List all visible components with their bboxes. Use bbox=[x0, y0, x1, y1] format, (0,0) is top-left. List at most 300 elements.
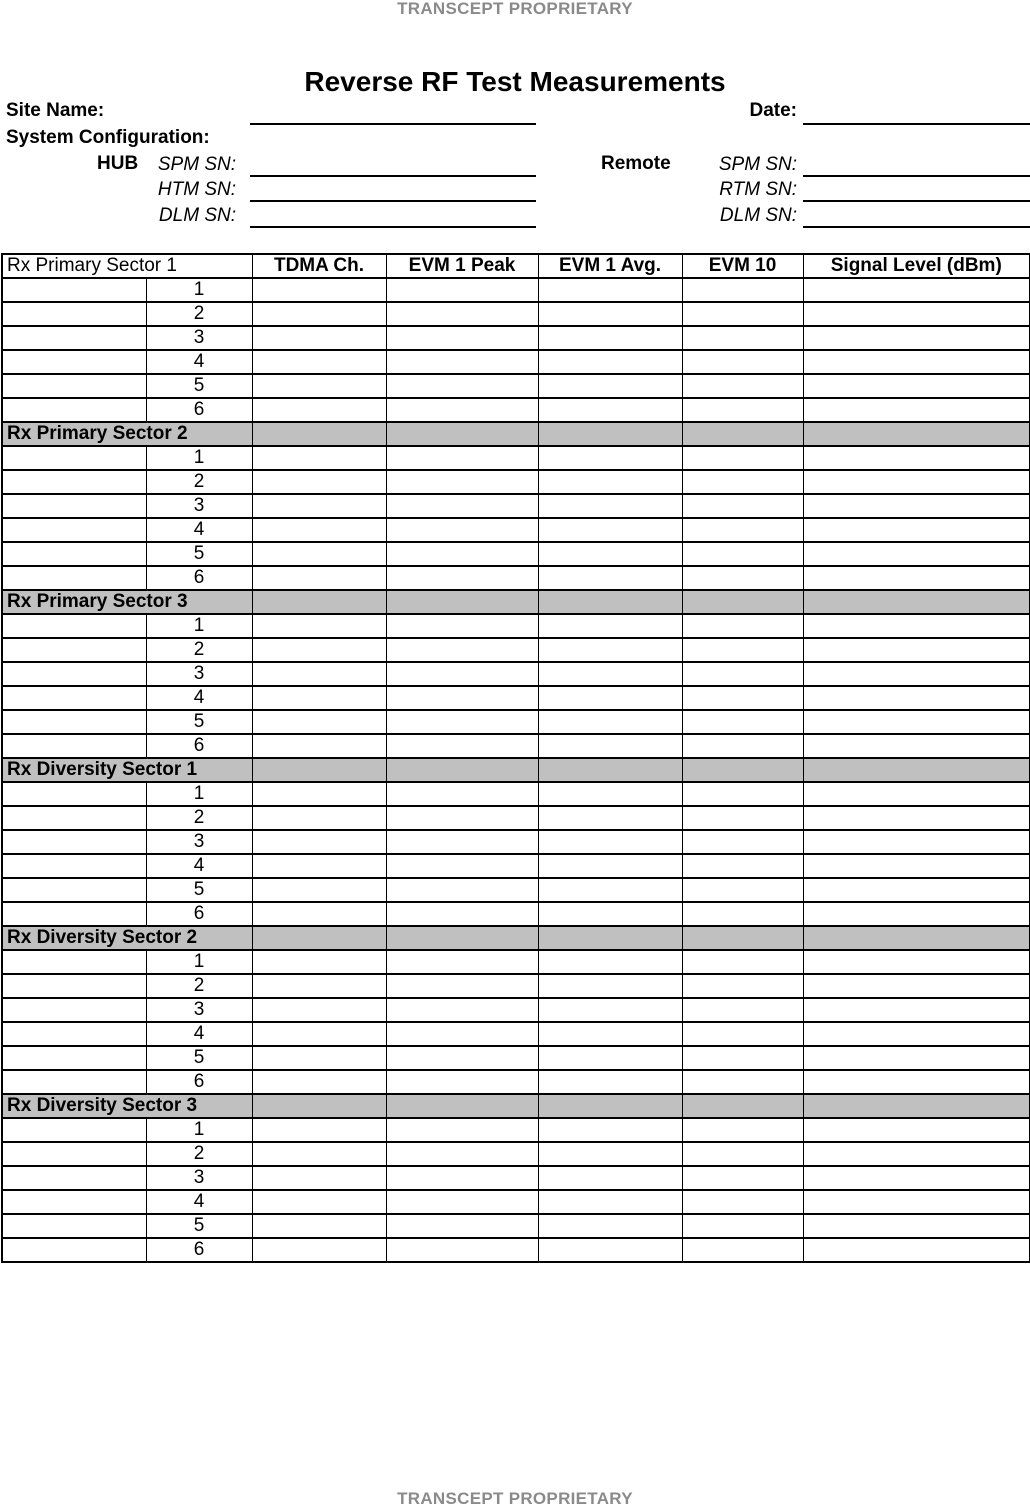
entry-cell[interactable] bbox=[252, 470, 386, 494]
entry-cell[interactable] bbox=[682, 1214, 803, 1238]
entry-cell[interactable] bbox=[386, 662, 538, 686]
entry-cell[interactable] bbox=[682, 806, 803, 830]
entry-cell[interactable] bbox=[682, 998, 803, 1022]
row-blank-cell bbox=[2, 998, 146, 1022]
row-number: 3 bbox=[146, 830, 252, 854]
entry-cell[interactable] bbox=[803, 278, 1030, 302]
entry-cell[interactable] bbox=[803, 614, 1030, 638]
section-shaded-cell bbox=[803, 758, 1030, 782]
entry-cell[interactable] bbox=[252, 278, 386, 302]
row-blank-cell bbox=[2, 1142, 146, 1166]
row-number: 5 bbox=[146, 1214, 252, 1238]
entry-cell[interactable] bbox=[538, 638, 682, 662]
entry-cell[interactable] bbox=[252, 782, 386, 806]
entry-cell[interactable] bbox=[252, 950, 386, 974]
row-blank-cell bbox=[2, 1118, 146, 1142]
remote-spm-sn-label: SPM SN: bbox=[718, 154, 797, 175]
row-number: 4 bbox=[146, 686, 252, 710]
section-shaded-cell bbox=[386, 758, 538, 782]
entry-cell[interactable] bbox=[386, 782, 538, 806]
entry-cell[interactable] bbox=[252, 302, 386, 326]
section-title: Rx Diversity Sector 2 bbox=[2, 926, 252, 950]
hub-spm-sn-label: SPM SN: bbox=[157, 154, 236, 175]
entry-cell[interactable] bbox=[386, 830, 538, 854]
row-number: 1 bbox=[146, 614, 252, 638]
row-number: 6 bbox=[146, 398, 252, 422]
section-shaded-cell bbox=[386, 422, 538, 446]
entry-cell[interactable] bbox=[538, 950, 682, 974]
entry-cell[interactable] bbox=[803, 1238, 1030, 1262]
entry-cell[interactable] bbox=[386, 854, 538, 878]
entry-cell[interactable] bbox=[538, 974, 682, 998]
measurement-row bbox=[2, 830, 1030, 854]
entry-cell[interactable] bbox=[386, 518, 538, 542]
row-number: 5 bbox=[146, 542, 252, 566]
entry-cell[interactable] bbox=[386, 710, 538, 734]
entry-cell[interactable] bbox=[386, 1118, 538, 1142]
measurement-row bbox=[2, 1190, 1030, 1214]
entry-cell[interactable] bbox=[682, 974, 803, 998]
entry-cell[interactable] bbox=[386, 878, 538, 902]
entry-cell[interactable] bbox=[252, 326, 386, 350]
entry-cell[interactable] bbox=[538, 734, 682, 758]
row-number: 6 bbox=[146, 734, 252, 758]
row-blank-cell bbox=[2, 950, 146, 974]
entry-cell[interactable] bbox=[682, 374, 803, 398]
entry-cell[interactable] bbox=[252, 686, 386, 710]
row-number: 2 bbox=[146, 470, 252, 494]
entry-cell[interactable] bbox=[803, 686, 1030, 710]
entry-cell[interactable] bbox=[538, 854, 682, 878]
measurement-row bbox=[2, 1070, 1030, 1094]
entry-cell[interactable] bbox=[538, 686, 682, 710]
entry-cell[interactable] bbox=[252, 1118, 386, 1142]
entry-cell[interactable] bbox=[386, 326, 538, 350]
entry-cell[interactable] bbox=[386, 638, 538, 662]
remote-rtm-sn-label: RTM SN: bbox=[719, 179, 797, 200]
entry-cell[interactable] bbox=[386, 1238, 538, 1262]
row-number: 1 bbox=[146, 1118, 252, 1142]
entry-cell[interactable] bbox=[803, 446, 1030, 470]
entry-cell[interactable] bbox=[803, 734, 1030, 758]
row-blank-cell bbox=[2, 854, 146, 878]
section-shaded-cell bbox=[386, 590, 538, 614]
row-blank-cell bbox=[2, 326, 146, 350]
remote-label: Remote bbox=[601, 153, 671, 174]
entry-cell[interactable] bbox=[252, 1214, 386, 1238]
entry-cell[interactable] bbox=[682, 1022, 803, 1046]
entry-cell[interactable] bbox=[682, 542, 803, 566]
entry-cell[interactable] bbox=[803, 1214, 1030, 1238]
entry-cell[interactable] bbox=[538, 782, 682, 806]
proprietary-header: TRANSCEPT PROPRIETARY bbox=[397, 0, 633, 18]
entry-cell[interactable] bbox=[803, 878, 1030, 902]
row-blank-cell bbox=[2, 518, 146, 542]
entry-cell[interactable] bbox=[682, 302, 803, 326]
entry-cell[interactable] bbox=[538, 1238, 682, 1262]
section-row bbox=[2, 590, 1030, 614]
entry-cell[interactable] bbox=[386, 542, 538, 566]
entry-cell[interactable] bbox=[538, 302, 682, 326]
entry-cell[interactable] bbox=[538, 806, 682, 830]
entry-cell[interactable] bbox=[803, 710, 1030, 734]
measurement-row bbox=[2, 1142, 1030, 1166]
entry-cell[interactable] bbox=[803, 1046, 1030, 1070]
entry-cell[interactable] bbox=[386, 1046, 538, 1070]
column-header: EVM 10 bbox=[682, 254, 803, 278]
entry-cell[interactable] bbox=[538, 1022, 682, 1046]
entry-cell[interactable] bbox=[538, 470, 682, 494]
entry-cell[interactable] bbox=[386, 614, 538, 638]
entry-cell[interactable] bbox=[803, 1118, 1030, 1142]
entry-cell[interactable] bbox=[803, 494, 1030, 518]
entry-cell[interactable] bbox=[803, 542, 1030, 566]
entry-cell[interactable] bbox=[252, 1142, 386, 1166]
entry-cell[interactable] bbox=[803, 1190, 1030, 1214]
section-shaded-cell bbox=[538, 758, 682, 782]
row-number: 5 bbox=[146, 878, 252, 902]
entry-cell[interactable] bbox=[386, 398, 538, 422]
entry-cell[interactable] bbox=[682, 494, 803, 518]
entry-cell[interactable] bbox=[252, 1070, 386, 1094]
row-blank-cell bbox=[2, 1190, 146, 1214]
measurement-row bbox=[2, 662, 1030, 686]
section-shaded-cell bbox=[682, 758, 803, 782]
entry-cell[interactable] bbox=[386, 1214, 538, 1238]
entry-cell[interactable] bbox=[682, 398, 803, 422]
row-blank-cell bbox=[2, 350, 146, 374]
measurement-row bbox=[2, 1166, 1030, 1190]
entry-cell[interactable] bbox=[803, 854, 1030, 878]
measurement-row bbox=[2, 782, 1030, 806]
entry-cell[interactable] bbox=[803, 566, 1030, 590]
row-number: 3 bbox=[146, 326, 252, 350]
row-number: 4 bbox=[146, 854, 252, 878]
entry-cell[interactable] bbox=[386, 446, 538, 470]
entry-cell[interactable] bbox=[252, 446, 386, 470]
entry-cell[interactable] bbox=[538, 350, 682, 374]
row-number: 1 bbox=[146, 950, 252, 974]
row-number: 3 bbox=[146, 1166, 252, 1190]
entry-cell[interactable] bbox=[386, 1142, 538, 1166]
section-shaded-cell bbox=[252, 758, 386, 782]
entry-cell[interactable] bbox=[252, 830, 386, 854]
entry-cell[interactable] bbox=[803, 1166, 1030, 1190]
section-shaded-cell bbox=[803, 422, 1030, 446]
row-blank-cell bbox=[2, 374, 146, 398]
entry-cell[interactable] bbox=[538, 326, 682, 350]
section-shaded-cell bbox=[682, 926, 803, 950]
entry-cell[interactable] bbox=[682, 470, 803, 494]
date-label: Date: bbox=[749, 100, 797, 121]
entry-cell[interactable] bbox=[803, 1142, 1030, 1166]
entry-cell[interactable] bbox=[538, 374, 682, 398]
measurement-row bbox=[2, 686, 1030, 710]
section-shaded-cell bbox=[803, 926, 1030, 950]
entry-cell[interactable] bbox=[682, 950, 803, 974]
hub-dlm-sn-field[interactable] bbox=[250, 226, 536, 228]
entry-cell[interactable] bbox=[538, 542, 682, 566]
entry-cell[interactable] bbox=[682, 518, 803, 542]
entry-cell[interactable] bbox=[803, 950, 1030, 974]
measurement-row bbox=[2, 974, 1030, 998]
section-shaded-cell bbox=[538, 590, 682, 614]
entry-cell[interactable] bbox=[682, 878, 803, 902]
entry-cell[interactable] bbox=[252, 1166, 386, 1190]
entry-cell[interactable] bbox=[252, 662, 386, 686]
entry-cell[interactable] bbox=[386, 350, 538, 374]
row-blank-cell bbox=[2, 1022, 146, 1046]
entry-cell[interactable] bbox=[538, 902, 682, 926]
measurements-table bbox=[1, 253, 1030, 1263]
row-number: 6 bbox=[146, 566, 252, 590]
row-number: 3 bbox=[146, 998, 252, 1022]
row-blank-cell bbox=[2, 494, 146, 518]
entry-cell[interactable] bbox=[386, 374, 538, 398]
entry-cell[interactable] bbox=[252, 710, 386, 734]
row-blank-cell bbox=[2, 470, 146, 494]
entry-cell[interactable] bbox=[386, 470, 538, 494]
entry-cell[interactable] bbox=[386, 1166, 538, 1190]
entry-cell[interactable] bbox=[682, 854, 803, 878]
section-shaded-cell bbox=[682, 1094, 803, 1118]
section-title: Rx Primary Sector 2 bbox=[2, 422, 252, 446]
entry-cell[interactable] bbox=[538, 1166, 682, 1190]
entry-cell[interactable] bbox=[252, 878, 386, 902]
row-number: 6 bbox=[146, 902, 252, 926]
entry-cell[interactable] bbox=[538, 566, 682, 590]
entry-cell[interactable] bbox=[803, 326, 1030, 350]
entry-cell[interactable] bbox=[538, 1118, 682, 1142]
entry-cell[interactable] bbox=[803, 398, 1030, 422]
section-shaded-cell bbox=[803, 590, 1030, 614]
hub-htm-sn-field[interactable] bbox=[250, 200, 536, 202]
entry-cell[interactable] bbox=[386, 998, 538, 1022]
measurement-row bbox=[2, 350, 1030, 374]
hub-htm-sn-label: HTM SN: bbox=[157, 179, 236, 200]
entry-cell[interactable] bbox=[252, 1046, 386, 1070]
entry-cell[interactable] bbox=[803, 638, 1030, 662]
entry-cell[interactable] bbox=[682, 782, 803, 806]
row-blank-cell bbox=[2, 614, 146, 638]
entry-cell[interactable] bbox=[252, 902, 386, 926]
measurement-row bbox=[2, 1022, 1030, 1046]
row-number: 2 bbox=[146, 638, 252, 662]
entry-cell[interactable] bbox=[682, 638, 803, 662]
entry-cell[interactable] bbox=[538, 398, 682, 422]
entry-cell[interactable] bbox=[682, 278, 803, 302]
entry-cell[interactable] bbox=[682, 350, 803, 374]
entry-cell[interactable] bbox=[682, 686, 803, 710]
row-number: 2 bbox=[146, 302, 252, 326]
entry-cell[interactable] bbox=[386, 1070, 538, 1094]
entry-cell[interactable] bbox=[803, 374, 1030, 398]
hub-dlm-sn-label: DLM SN: bbox=[158, 205, 236, 226]
row-blank-cell bbox=[2, 1166, 146, 1190]
entry-cell[interactable] bbox=[252, 638, 386, 662]
entry-cell[interactable] bbox=[386, 566, 538, 590]
section-shaded-cell bbox=[538, 422, 682, 446]
section-row bbox=[2, 758, 1030, 782]
entry-cell[interactable] bbox=[682, 1070, 803, 1094]
entry-cell[interactable] bbox=[682, 1046, 803, 1070]
entry-cell[interactable] bbox=[252, 806, 386, 830]
entry-cell[interactable] bbox=[682, 1142, 803, 1166]
entry-cell[interactable] bbox=[803, 470, 1030, 494]
entry-cell[interactable] bbox=[386, 494, 538, 518]
remote-dlm-sn-label: DLM SN: bbox=[719, 205, 797, 226]
section-row bbox=[2, 254, 1030, 278]
section-shaded-cell bbox=[538, 926, 682, 950]
entry-cell[interactable] bbox=[252, 350, 386, 374]
entry-cell[interactable] bbox=[386, 902, 538, 926]
entry-cell[interactable] bbox=[803, 518, 1030, 542]
remote-spm-sn-field[interactable] bbox=[803, 175, 1030, 177]
entry-cell[interactable] bbox=[252, 1022, 386, 1046]
entry-cell[interactable] bbox=[538, 446, 682, 470]
entry-cell[interactable] bbox=[538, 830, 682, 854]
row-blank-cell bbox=[2, 734, 146, 758]
system-configuration-label: System Configuration: bbox=[6, 127, 210, 148]
entry-cell[interactable] bbox=[803, 902, 1030, 926]
row-number: 6 bbox=[146, 1238, 252, 1262]
entry-cell[interactable] bbox=[803, 782, 1030, 806]
section-shaded-cell bbox=[386, 926, 538, 950]
section-title: Rx Diversity Sector 3 bbox=[2, 1094, 252, 1118]
section-shaded-cell bbox=[252, 590, 386, 614]
section-shaded-cell bbox=[252, 1094, 386, 1118]
entry-cell[interactable] bbox=[252, 1238, 386, 1262]
row-number: 5 bbox=[146, 1046, 252, 1070]
row-blank-cell bbox=[2, 710, 146, 734]
date-field[interactable] bbox=[803, 123, 1030, 125]
entry-cell[interactable] bbox=[682, 710, 803, 734]
row-number: 4 bbox=[146, 1190, 252, 1214]
row-number: 3 bbox=[146, 494, 252, 518]
row-number: 5 bbox=[146, 710, 252, 734]
measurement-row bbox=[2, 1214, 1030, 1238]
entry-cell[interactable] bbox=[386, 686, 538, 710]
hub-label: HUB bbox=[97, 153, 139, 174]
row-blank-cell bbox=[2, 278, 146, 302]
entry-cell[interactable] bbox=[803, 350, 1030, 374]
entry-cell[interactable] bbox=[252, 974, 386, 998]
entry-cell[interactable] bbox=[252, 566, 386, 590]
row-blank-cell bbox=[2, 446, 146, 470]
remote-rtm-sn-field[interactable] bbox=[803, 200, 1030, 202]
entry-cell[interactable] bbox=[386, 950, 538, 974]
entry-cell[interactable] bbox=[538, 1142, 682, 1166]
entry-cell[interactable] bbox=[803, 302, 1030, 326]
entry-cell[interactable] bbox=[252, 614, 386, 638]
measurement-row bbox=[2, 854, 1030, 878]
row-blank-cell bbox=[2, 302, 146, 326]
entry-cell[interactable] bbox=[538, 614, 682, 638]
entry-cell[interactable] bbox=[386, 302, 538, 326]
entry-cell[interactable] bbox=[538, 494, 682, 518]
entry-cell[interactable] bbox=[538, 1190, 682, 1214]
entry-cell[interactable] bbox=[252, 542, 386, 566]
entry-cell[interactable] bbox=[682, 1238, 803, 1262]
entry-cell[interactable] bbox=[538, 1046, 682, 1070]
entry-cell[interactable] bbox=[386, 1190, 538, 1214]
row-blank-cell bbox=[2, 662, 146, 686]
entry-cell[interactable] bbox=[803, 1070, 1030, 1094]
entry-cell[interactable] bbox=[538, 1214, 682, 1238]
hub-spm-sn-field[interactable] bbox=[250, 175, 536, 177]
entry-cell[interactable] bbox=[803, 998, 1030, 1022]
measurement-row bbox=[2, 710, 1030, 734]
section-shaded-cell bbox=[386, 1094, 538, 1118]
entry-cell[interactable] bbox=[252, 518, 386, 542]
row-number: 2 bbox=[146, 974, 252, 998]
page-title: Reverse RF Test Measurements bbox=[304, 66, 726, 97]
entry-cell[interactable] bbox=[682, 326, 803, 350]
entry-cell[interactable] bbox=[682, 446, 803, 470]
entry-cell[interactable] bbox=[386, 806, 538, 830]
entry-cell[interactable] bbox=[252, 374, 386, 398]
entry-cell[interactable] bbox=[538, 518, 682, 542]
entry-cell[interactable] bbox=[682, 614, 803, 638]
row-number: 2 bbox=[146, 806, 252, 830]
entry-cell[interactable] bbox=[682, 662, 803, 686]
entry-cell[interactable] bbox=[538, 998, 682, 1022]
remote-dlm-sn-field[interactable] bbox=[803, 226, 1030, 228]
entry-cell[interactable] bbox=[803, 1022, 1030, 1046]
entry-cell[interactable] bbox=[252, 854, 386, 878]
measurement-row bbox=[2, 1118, 1030, 1142]
measurement-row bbox=[2, 446, 1030, 470]
measurement-row bbox=[2, 518, 1030, 542]
row-number: 4 bbox=[146, 1022, 252, 1046]
entry-cell[interactable] bbox=[538, 710, 682, 734]
entry-cell[interactable] bbox=[252, 1190, 386, 1214]
entry-cell[interactable] bbox=[682, 830, 803, 854]
entry-cell[interactable] bbox=[682, 902, 803, 926]
entry-cell[interactable] bbox=[386, 974, 538, 998]
entry-cell[interactable] bbox=[538, 878, 682, 902]
measurement-row bbox=[2, 470, 1030, 494]
entry-cell[interactable] bbox=[386, 1022, 538, 1046]
entry-cell[interactable] bbox=[386, 278, 538, 302]
entry-cell[interactable] bbox=[682, 1190, 803, 1214]
row-blank-cell bbox=[2, 1238, 146, 1262]
entry-cell[interactable] bbox=[803, 806, 1030, 830]
entry-cell[interactable] bbox=[252, 998, 386, 1022]
entry-cell[interactable] bbox=[803, 662, 1030, 686]
entry-cell[interactable] bbox=[538, 278, 682, 302]
row-number: 1 bbox=[146, 782, 252, 806]
section-shaded-cell bbox=[803, 1094, 1030, 1118]
entry-cell[interactable] bbox=[386, 734, 538, 758]
entry-cell[interactable] bbox=[682, 566, 803, 590]
entry-cell[interactable] bbox=[252, 398, 386, 422]
row-number: 1 bbox=[146, 446, 252, 470]
row-number: 4 bbox=[146, 350, 252, 374]
entry-cell[interactable] bbox=[803, 830, 1030, 854]
entry-cell[interactable] bbox=[682, 734, 803, 758]
site-name-field[interactable] bbox=[250, 123, 536, 125]
entry-cell[interactable] bbox=[538, 662, 682, 686]
entry-cell[interactable] bbox=[682, 1166, 803, 1190]
entry-cell[interactable] bbox=[682, 1118, 803, 1142]
entry-cell[interactable] bbox=[252, 494, 386, 518]
entry-cell[interactable] bbox=[803, 974, 1030, 998]
measurement-row bbox=[2, 326, 1030, 350]
row-blank-cell bbox=[2, 398, 146, 422]
entry-cell[interactable] bbox=[252, 734, 386, 758]
entry-cell[interactable] bbox=[538, 1070, 682, 1094]
